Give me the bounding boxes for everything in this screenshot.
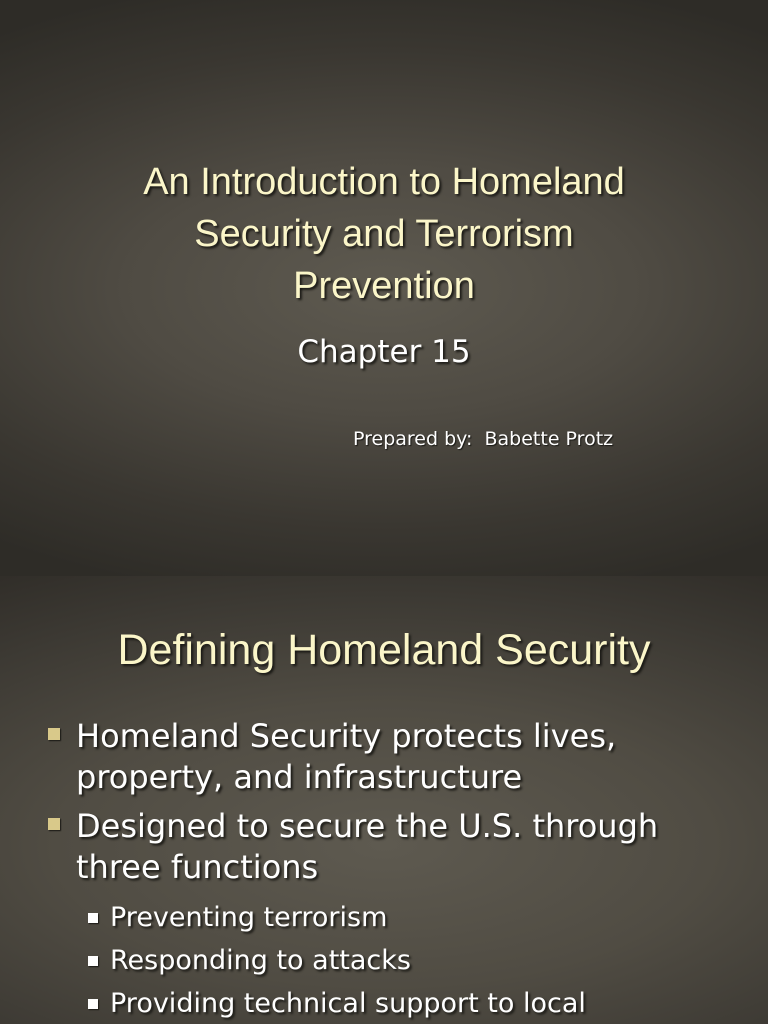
content-slide bbox=[0, 576, 768, 1024]
slide-title-line: An Introduction to Homeland bbox=[143, 161, 625, 203]
sub-bullet-group bbox=[0, 896, 768, 1024]
bullet-text: Designed to secure the U.S. through three functions bbox=[76, 807, 659, 886]
slide-title bbox=[60, 156, 708, 312]
square-bullet-icon bbox=[48, 728, 60, 740]
bullet-text: Homeland Security protects lives, property, and infrastructure bbox=[76, 717, 617, 796]
slide-title-line: Prevention bbox=[293, 265, 475, 307]
sub-bullet-text: Preventing terrorism bbox=[110, 902, 388, 933]
square-bullet-icon bbox=[88, 956, 98, 966]
slide-title-line: Security and Terrorism bbox=[194, 213, 574, 255]
bullet-item bbox=[0, 806, 768, 888]
sub-bullet-text: Responding to attacks bbox=[110, 945, 411, 976]
bullet-list bbox=[0, 716, 768, 1024]
sub-bullet-item bbox=[0, 896, 768, 939]
chapter-subtitle: Chapter 15 bbox=[297, 334, 471, 370]
square-bullet-icon bbox=[48, 818, 60, 830]
sub-bullet-item bbox=[0, 939, 768, 982]
sub-bullet-item bbox=[0, 982, 768, 1024]
square-bullet-icon bbox=[88, 913, 98, 923]
sub-bullet-list bbox=[0, 896, 768, 1024]
sub-bullet-text: Providing technical support to local bbox=[110, 988, 586, 1019]
square-bullet-icon bbox=[88, 999, 98, 1009]
bullet-item bbox=[0, 716, 768, 798]
content-slide-title: Defining Homeland Security bbox=[117, 626, 651, 674]
prepared-by-text: Prepared by: Babette Protz bbox=[353, 428, 614, 450]
